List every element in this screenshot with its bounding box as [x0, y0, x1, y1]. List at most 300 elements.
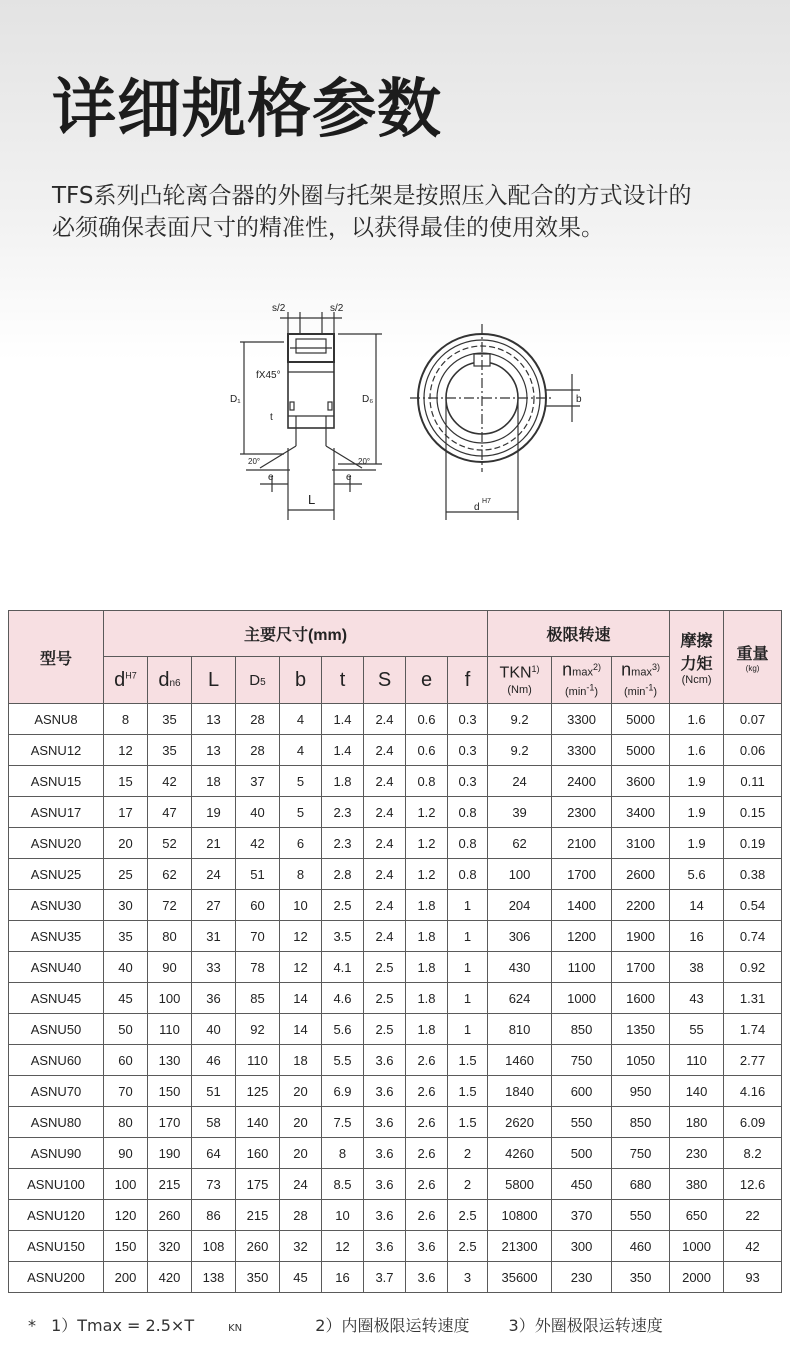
footnote-2: 2）内圈极限运转速度 — [315, 1316, 470, 1335]
table-cell: 3.7 — [364, 1262, 406, 1293]
table-cell: 1.8 — [322, 766, 364, 797]
header-l: L — [192, 657, 236, 704]
table-cell: 1.9 — [670, 797, 724, 828]
table-cell: 12.6 — [724, 1169, 782, 1200]
table-cell: 2000 — [670, 1262, 724, 1293]
table-row — [9, 828, 782, 859]
label-chamfer: fX45° — [256, 370, 281, 381]
table-cell: 36 — [192, 983, 236, 1014]
table-cell: 100 — [488, 859, 552, 890]
table-cell: 2.5 — [448, 1231, 488, 1262]
header-d-fit: H7 — [125, 669, 137, 680]
table-cell: 1 — [448, 921, 488, 952]
header-nmax-outer-unit-open: (min — [624, 686, 646, 699]
table-cell: 3100 — [612, 828, 670, 859]
table-cell: 0.38 — [724, 859, 782, 890]
model-cell: ASNU60 — [9, 1045, 104, 1076]
table-cell: 1.4 — [322, 704, 364, 735]
table-cell: 40 — [236, 797, 280, 828]
table-cell: 72 — [148, 890, 192, 921]
table-cell: 0.8 — [448, 859, 488, 890]
table-cell: 58 — [192, 1107, 236, 1138]
table-cell: 0.15 — [724, 797, 782, 828]
table-cell: 17 — [104, 797, 148, 828]
header-nmax-outer-unit — [624, 682, 658, 699]
model-cell: ASNU25 — [9, 859, 104, 890]
table-cell: 4 — [280, 704, 322, 735]
header-main-dims: 主要尺寸(mm) — [104, 611, 488, 657]
table-cell: 2.6 — [406, 1169, 448, 1200]
table-cell: 5000 — [612, 704, 670, 735]
table-cell: 0.6 — [406, 735, 448, 766]
table-cell: 24 — [192, 859, 236, 890]
table-cell: 1.8 — [406, 890, 448, 921]
page-title: 详细规格参数 — [52, 73, 442, 147]
label-d6: D₆ — [362, 394, 374, 405]
table-cell: 93 — [724, 1262, 782, 1293]
table-row — [9, 1231, 782, 1262]
table-cell: 33 — [192, 952, 236, 983]
table-cell: 1350 — [612, 1014, 670, 1045]
table-cell: 0.3 — [448, 704, 488, 735]
header-friction — [670, 611, 724, 704]
table-cell: 2.5 — [364, 952, 406, 983]
model-cell: ASNU17 — [9, 797, 104, 828]
table-cell: 2.6 — [406, 1138, 448, 1169]
table-cell: 3.6 — [364, 1169, 406, 1200]
table-cell: 600 — [552, 1076, 612, 1107]
table-cell: 1700 — [612, 952, 670, 983]
header-nmax-outer-sub: max — [631, 666, 652, 679]
model-cell: ASNU100 — [9, 1169, 104, 1200]
label-d: d — [474, 502, 480, 513]
table-cell: 0.6 — [406, 704, 448, 735]
table-cell: 18 — [280, 1045, 322, 1076]
table-cell: 3.6 — [406, 1231, 448, 1262]
table-cell: 10 — [322, 1200, 364, 1231]
table-cell: 39 — [488, 797, 552, 828]
table-cell: 2.5 — [322, 890, 364, 921]
table-cell: 1000 — [670, 1231, 724, 1262]
table-cell: 1460 — [488, 1045, 552, 1076]
intro-text — [52, 180, 772, 244]
table-cell: 3.6 — [364, 1107, 406, 1138]
table-cell: 140 — [236, 1107, 280, 1138]
table-cell: 1.5 — [448, 1076, 488, 1107]
model-cell: ASNU35 — [9, 921, 104, 952]
table-cell: 1.9 — [670, 828, 724, 859]
table-cell: 90 — [104, 1138, 148, 1169]
table-cell: 6 — [280, 828, 322, 859]
table-cell: 3300 — [552, 735, 612, 766]
header-dn-sub: n6 — [169, 677, 181, 689]
table-cell: 5.6 — [322, 1014, 364, 1045]
header-nmax-inner — [552, 657, 612, 704]
table-cell: 138 — [192, 1262, 236, 1293]
table-cell: 2.4 — [364, 797, 406, 828]
footnotes — [28, 1313, 697, 1336]
table-cell: 80 — [104, 1107, 148, 1138]
model-cell: ASNU200 — [9, 1262, 104, 1293]
spec-table-body — [9, 704, 782, 1293]
table-cell: 40 — [192, 1014, 236, 1045]
table-row — [9, 797, 782, 828]
model-cell: ASNU20 — [9, 828, 104, 859]
table-cell: 1.6 — [670, 735, 724, 766]
model-cell: ASNU70 — [9, 1076, 104, 1107]
table-cell: 5.6 — [670, 859, 724, 890]
table-cell: 0.54 — [724, 890, 782, 921]
table-cell: 750 — [612, 1138, 670, 1169]
table-cell: 1.9 — [670, 766, 724, 797]
header-tkn-label: TKN — [499, 664, 532, 682]
table-cell: 55 — [670, 1014, 724, 1045]
table-cell: 2.4 — [364, 859, 406, 890]
header-weight-label: 重量 — [736, 646, 769, 663]
table-cell: 18 — [192, 766, 236, 797]
table-cell: 4.16 — [724, 1076, 782, 1107]
table-cell: 12 — [280, 952, 322, 983]
table-cell: 175 — [236, 1169, 280, 1200]
label-d1: D₁ — [230, 394, 241, 405]
table-cell: 1.8 — [406, 921, 448, 952]
table-cell: 3.6 — [364, 1138, 406, 1169]
table-cell: 35 — [148, 735, 192, 766]
label-e-left: e — [268, 472, 274, 483]
table-cell: 2600 — [612, 859, 670, 890]
table-cell: 2.4 — [364, 704, 406, 735]
header-tkn — [488, 657, 552, 704]
header-d-base: d — [114, 668, 126, 691]
table-cell: 0.92 — [724, 952, 782, 983]
header-nmax-outer — [612, 657, 670, 704]
table-cell: 1.5 — [448, 1107, 488, 1138]
table-cell: 6.9 — [322, 1076, 364, 1107]
table-cell: 22 — [724, 1200, 782, 1231]
header-tkn-note: 1) — [531, 664, 540, 675]
model-cell: ASNU80 — [9, 1107, 104, 1138]
table-cell: 1.8 — [406, 952, 448, 983]
footnote-1 — [51, 1316, 276, 1335]
table-cell: 47 — [148, 797, 192, 828]
table-cell: 500 — [552, 1138, 612, 1169]
table-cell: 0.19 — [724, 828, 782, 859]
table-cell: 4.6 — [322, 983, 364, 1014]
table-cell: 550 — [612, 1200, 670, 1231]
table-cell: 5.5 — [322, 1045, 364, 1076]
table-cell: 25 — [104, 859, 148, 890]
table-cell: 1.2 — [406, 828, 448, 859]
table-cell: 110 — [236, 1045, 280, 1076]
header-weight — [724, 611, 782, 704]
table-cell: 4260 — [488, 1138, 552, 1169]
table-row — [9, 735, 782, 766]
table-cell: 100 — [148, 983, 192, 1014]
label-d-fit: H7 — [482, 498, 491, 505]
table-cell: 130 — [148, 1045, 192, 1076]
table-cell: 3.6 — [364, 1045, 406, 1076]
table-cell: 46 — [192, 1045, 236, 1076]
table-cell: 45 — [104, 983, 148, 1014]
table-cell: 20 — [280, 1076, 322, 1107]
table-cell: 14 — [670, 890, 724, 921]
model-cell: ASNU45 — [9, 983, 104, 1014]
table-cell: 30 — [104, 890, 148, 921]
table-row — [9, 1045, 782, 1076]
header-nmax-inner-note: 2) — [592, 661, 601, 672]
technical-drawing — [220, 298, 620, 528]
table-cell: 35 — [148, 704, 192, 735]
table-cell: 7.5 — [322, 1107, 364, 1138]
table-cell: 0.8 — [406, 766, 448, 797]
header-nmax-inner-label: n — [562, 659, 573, 680]
table-row — [9, 1200, 782, 1231]
table-cell: 2400 — [552, 766, 612, 797]
table-cell: 2.6 — [406, 1107, 448, 1138]
table-cell: 3600 — [612, 766, 670, 797]
table-cell: 3.6 — [364, 1076, 406, 1107]
table-cell: 650 — [670, 1200, 724, 1231]
table-cell: 21 — [192, 828, 236, 859]
table-cell: 1 — [448, 1014, 488, 1045]
table-row — [9, 704, 782, 735]
header-friction-unit: (Ncm) — [681, 674, 712, 686]
table-cell: 380 — [670, 1169, 724, 1200]
table-cell: 38 — [670, 952, 724, 983]
header-d — [104, 657, 148, 704]
table-cell: 2200 — [612, 890, 670, 921]
header-nmax-outer-label: n — [621, 659, 632, 680]
table-cell: 8 — [104, 704, 148, 735]
table-cell: 1.2 — [406, 859, 448, 890]
table-cell: 1050 — [612, 1045, 670, 1076]
table-cell: 300 — [552, 1231, 612, 1262]
table-cell: 2.6 — [406, 1200, 448, 1231]
table-cell: 12 — [322, 1231, 364, 1262]
table-cell: 1.6 — [670, 704, 724, 735]
table-cell: 750 — [552, 1045, 612, 1076]
table-cell: 100 — [104, 1169, 148, 1200]
table-row — [9, 890, 782, 921]
table-row — [9, 1014, 782, 1045]
table-cell: 28 — [280, 1200, 322, 1231]
table-cell: 3.6 — [364, 1200, 406, 1231]
table-cell: 2 — [448, 1169, 488, 1200]
table-cell: 2.77 — [724, 1045, 782, 1076]
table-cell: 60 — [236, 890, 280, 921]
table-cell: 2.5 — [364, 1014, 406, 1045]
table-cell: 0.3 — [448, 735, 488, 766]
table-cell: 200 — [104, 1262, 148, 1293]
label-angle-left: 20° — [248, 457, 261, 466]
table-cell: 1.8 — [406, 1014, 448, 1045]
table-cell: 35600 — [488, 1262, 552, 1293]
header-nmax-inner-unit-open: (min — [565, 686, 587, 699]
header-weight-unit: (kg) — [745, 664, 760, 673]
footnote-1-text: 1）Tmax = 2.5×T — [51, 1316, 195, 1335]
table-cell: 2.5 — [364, 983, 406, 1014]
table-cell: 62 — [148, 859, 192, 890]
table-cell: 110 — [148, 1014, 192, 1045]
table-cell: 140 — [670, 1076, 724, 1107]
table-row — [9, 921, 782, 952]
model-cell: ASNU30 — [9, 890, 104, 921]
table-cell: 4 — [280, 735, 322, 766]
model-cell: ASNU50 — [9, 1014, 104, 1045]
table-cell: 1700 — [552, 859, 612, 890]
table-cell: 230 — [670, 1138, 724, 1169]
header-nmax-inner-unit — [565, 682, 599, 699]
table-cell: 430 — [488, 952, 552, 983]
table-cell: 0.74 — [724, 921, 782, 952]
model-cell: ASNU15 — [9, 766, 104, 797]
table-cell: 8.5 — [322, 1169, 364, 1200]
label-b: b — [576, 394, 582, 405]
table-cell: 550 — [552, 1107, 612, 1138]
table-cell: 0.11 — [724, 766, 782, 797]
table-row — [9, 983, 782, 1014]
table-cell: 73 — [192, 1169, 236, 1200]
label-s-half-right: s/2 — [330, 303, 344, 314]
table-cell: 3.6 — [364, 1231, 406, 1262]
header-nmax-inner-unit-exp: -1 — [586, 682, 595, 693]
model-cell: ASNU40 — [9, 952, 104, 983]
table-cell: 45 — [280, 1262, 322, 1293]
table-cell: 460 — [612, 1231, 670, 1262]
table-cell: 2100 — [552, 828, 612, 859]
header-e: e — [406, 657, 448, 704]
table-cell: 3400 — [612, 797, 670, 828]
table-cell: 42 — [236, 828, 280, 859]
header-t: t — [322, 657, 364, 704]
table-cell: 20 — [104, 828, 148, 859]
table-cell: 6.09 — [724, 1107, 782, 1138]
table-cell: 1200 — [552, 921, 612, 952]
table-cell: 950 — [612, 1076, 670, 1107]
table-cell: 850 — [552, 1014, 612, 1045]
table-cell: 5 — [280, 766, 322, 797]
header-model: 型号 — [9, 611, 104, 704]
table-cell: 20 — [280, 1138, 322, 1169]
table-row — [9, 766, 782, 797]
table-cell: 1000 — [552, 983, 612, 1014]
table-cell: 5000 — [612, 735, 670, 766]
table-cell: 420 — [148, 1262, 192, 1293]
table-cell: 10 — [280, 890, 322, 921]
table-cell: 150 — [148, 1076, 192, 1107]
table-cell: 24 — [488, 766, 552, 797]
table-cell: 15 — [104, 766, 148, 797]
table-cell: 450 — [552, 1169, 612, 1200]
label-l: L — [308, 492, 316, 507]
table-cell: 120 — [104, 1200, 148, 1231]
table-cell: 37 — [236, 766, 280, 797]
table-cell: 42 — [148, 766, 192, 797]
table-cell: 12 — [104, 735, 148, 766]
table-cell: 0.06 — [724, 735, 782, 766]
table-cell: 350 — [236, 1262, 280, 1293]
header-b: b — [280, 657, 322, 704]
table-cell: 5800 — [488, 1169, 552, 1200]
intro-line-1: TFS系列凸轮离合器的外圈与托架是按照压入配合的方式设计的 — [52, 183, 692, 209]
table-cell: 370 — [552, 1200, 612, 1231]
table-cell: 35 — [104, 921, 148, 952]
table-cell: 2.6 — [406, 1045, 448, 1076]
table-cell: 350 — [612, 1262, 670, 1293]
table-cell: 0.8 — [448, 828, 488, 859]
table-cell: 42 — [724, 1231, 782, 1262]
table-cell: 0.07 — [724, 704, 782, 735]
table-cell: 680 — [612, 1169, 670, 1200]
header-tkn-unit: (Nm) — [507, 683, 532, 696]
table-cell: 180 — [670, 1107, 724, 1138]
table-cell: 230 — [552, 1262, 612, 1293]
table-cell: 0.8 — [448, 797, 488, 828]
table-cell: 1 — [448, 952, 488, 983]
table-cell: 1600 — [612, 983, 670, 1014]
table-cell: 150 — [104, 1231, 148, 1262]
label-t: t — [270, 412, 273, 423]
table-cell: 50 — [104, 1014, 148, 1045]
table-cell: 62 — [488, 828, 552, 859]
header-nmax-inner-unit-close: ) — [594, 686, 599, 699]
spec-table — [8, 610, 782, 1293]
table-cell: 2.5 — [448, 1200, 488, 1231]
header-s: S — [364, 657, 406, 704]
table-cell: 1.74 — [724, 1014, 782, 1045]
table-cell: 28 — [236, 704, 280, 735]
table-cell: 810 — [488, 1014, 552, 1045]
table-cell: 20 — [280, 1107, 322, 1138]
model-cell: ASNU90 — [9, 1138, 104, 1169]
header-nmax-outer-unit-close: ) — [653, 686, 658, 699]
table-cell: 1.4 — [322, 735, 364, 766]
table-row — [9, 952, 782, 983]
table-cell: 108 — [192, 1231, 236, 1262]
table-cell: 21300 — [488, 1231, 552, 1262]
table-cell: 10800 — [488, 1200, 552, 1231]
table-cell: 14 — [280, 1014, 322, 1045]
table-cell: 2.4 — [364, 735, 406, 766]
footnote-3: 3）外圈极限运转速度 — [508, 1316, 663, 1335]
spec-table-wrapper — [8, 610, 781, 1293]
intro-line-2: 必须确保表面尺寸的精准性，以获得最佳的使用效果。 — [52, 215, 604, 241]
table-cell: 4.1 — [322, 952, 364, 983]
table-cell: 8 — [280, 859, 322, 890]
table-cell: 2300 — [552, 797, 612, 828]
table-cell: 9.2 — [488, 735, 552, 766]
table-row — [9, 1169, 782, 1200]
table-cell: 86 — [192, 1200, 236, 1231]
table-cell: 51 — [236, 859, 280, 890]
table-cell: 190 — [148, 1138, 192, 1169]
table-cell: 60 — [104, 1045, 148, 1076]
label-e-right: e — [346, 472, 352, 483]
table-row — [9, 1262, 782, 1293]
table-cell: 92 — [236, 1014, 280, 1045]
table-cell: 3300 — [552, 704, 612, 735]
table-row — [9, 1138, 782, 1169]
table-cell: 260 — [148, 1200, 192, 1231]
header-friction-line2: 力矩 — [680, 656, 713, 673]
table-cell: 260 — [236, 1231, 280, 1262]
table-cell: 3.5 — [322, 921, 364, 952]
table-cell: 40 — [104, 952, 148, 983]
label-s-half-left: s/2 — [272, 303, 286, 314]
table-cell: 2.4 — [364, 890, 406, 921]
table-cell: 2.4 — [364, 828, 406, 859]
table-cell: 9.2 — [488, 704, 552, 735]
